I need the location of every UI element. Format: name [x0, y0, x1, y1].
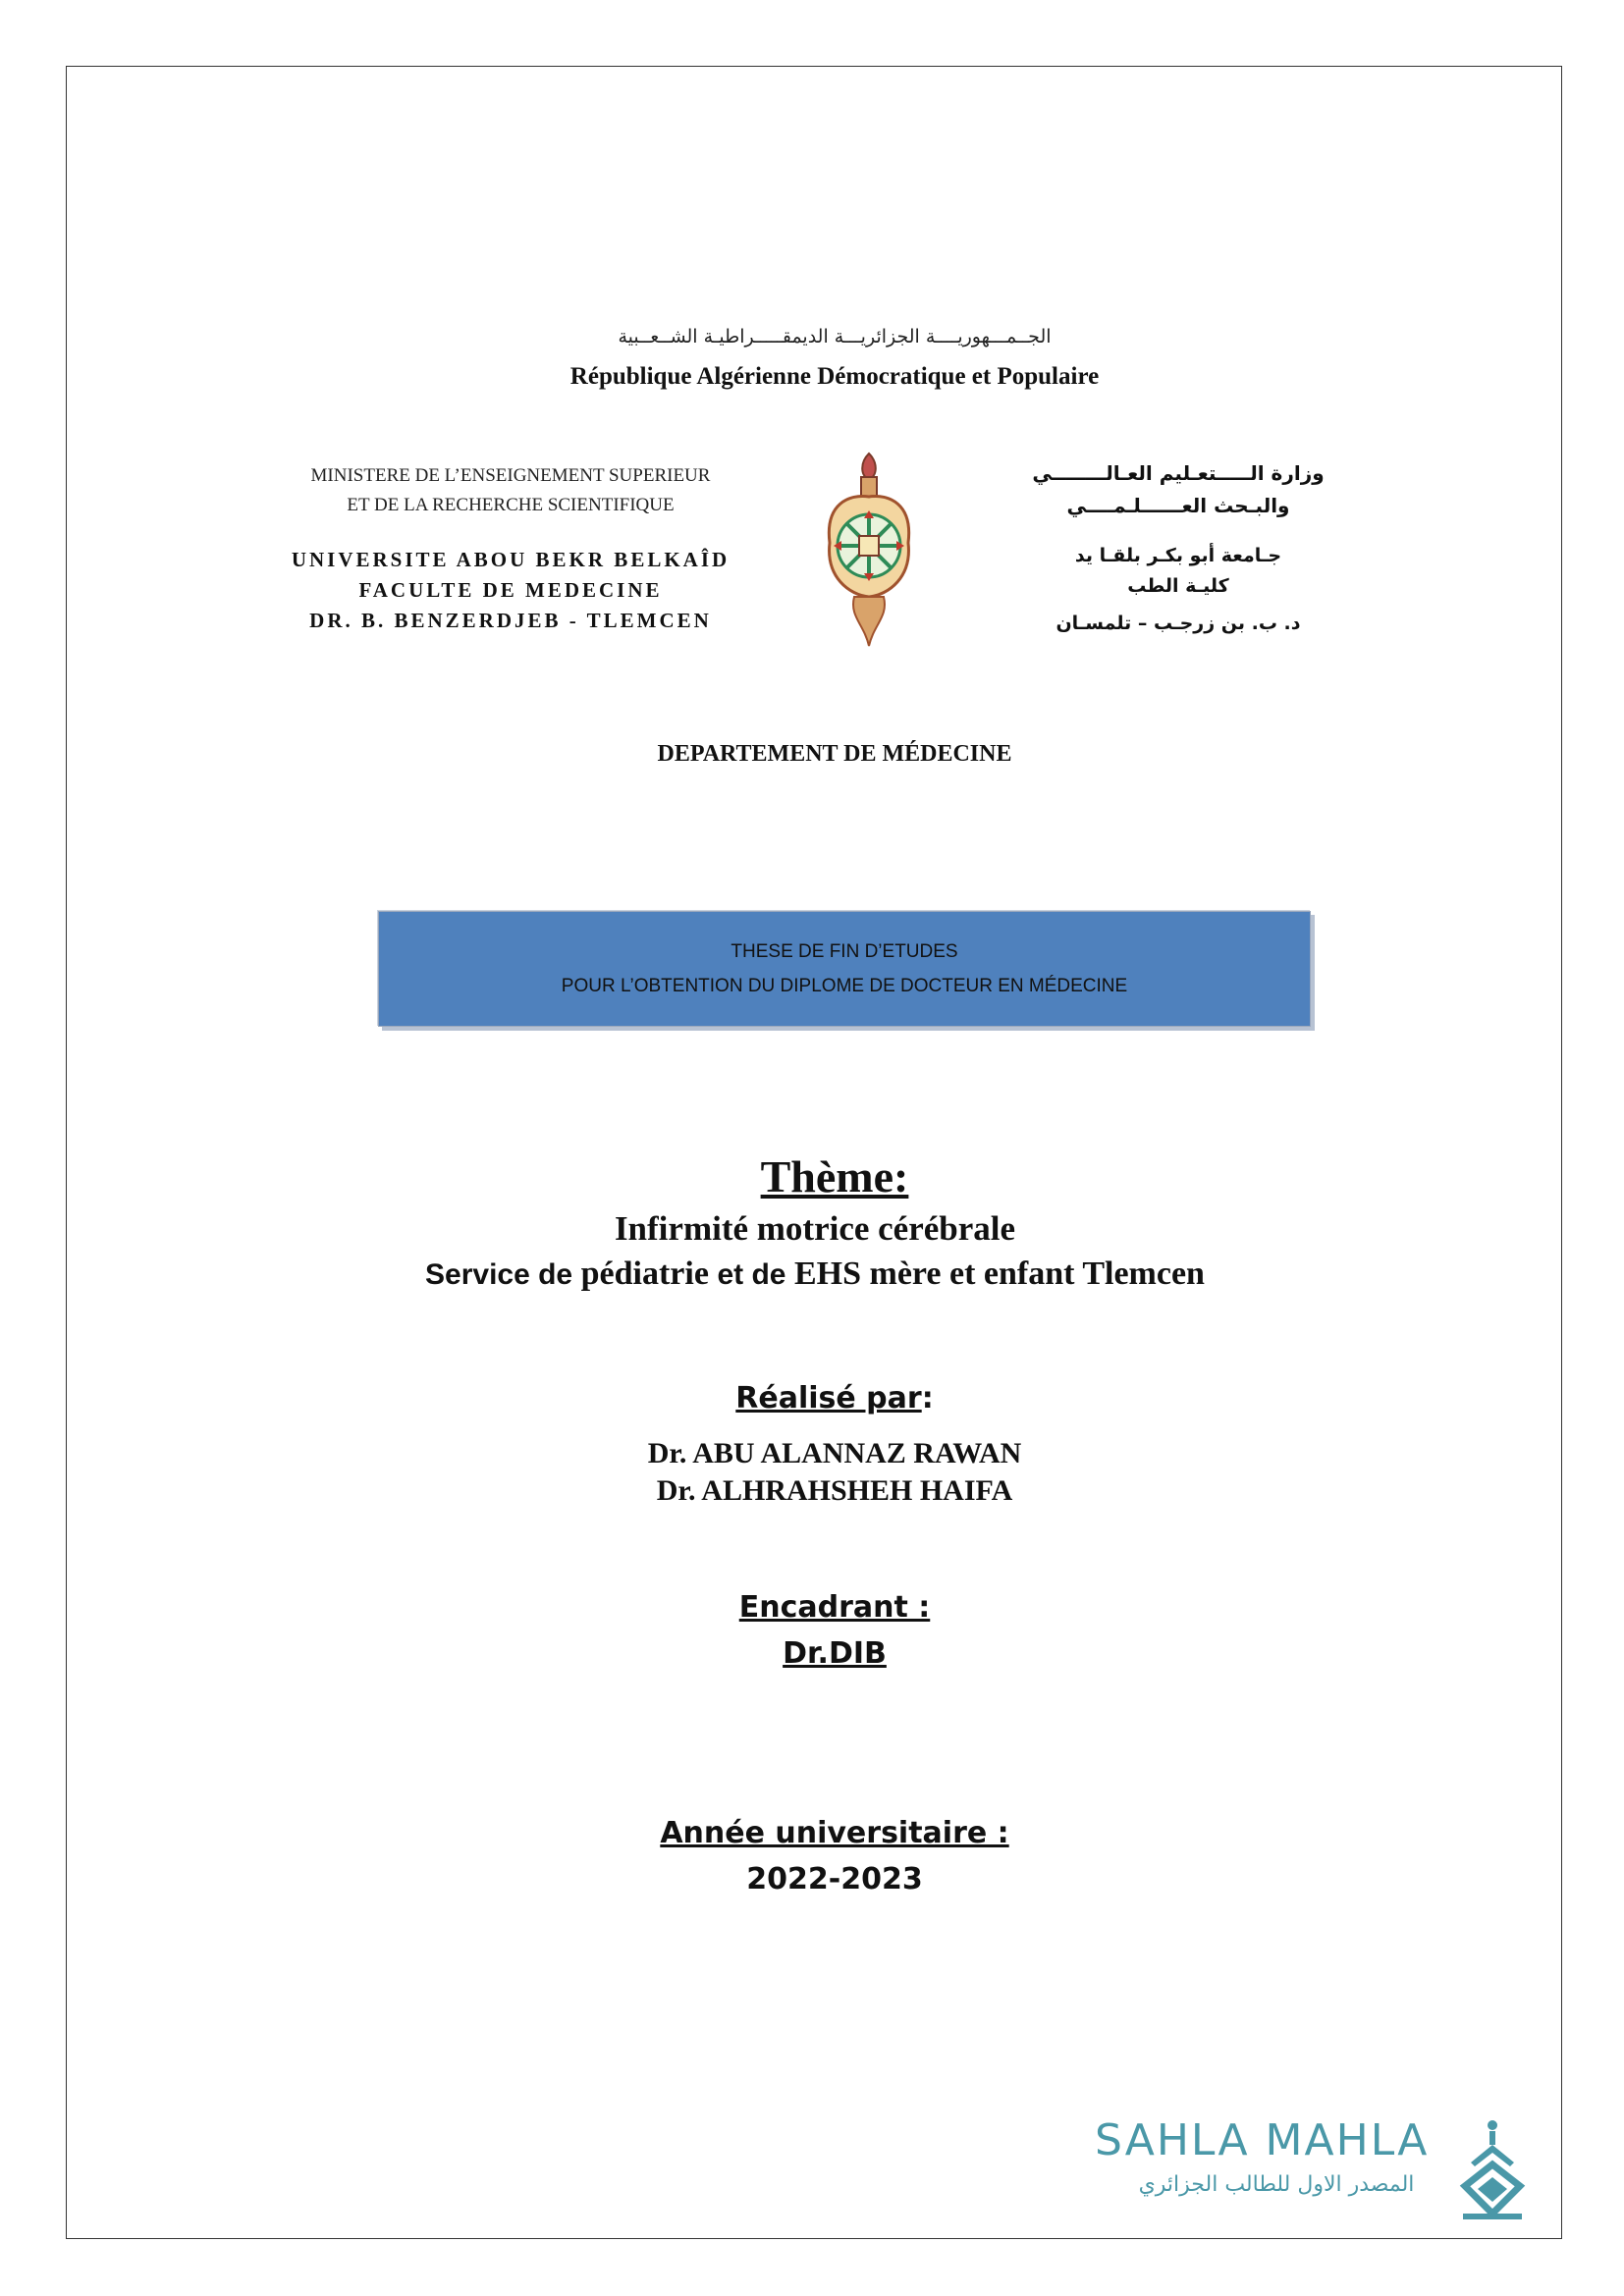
annee-heading	[393, 1816, 1276, 1850]
realise-par-heading	[393, 1381, 1276, 1415]
author-1: Dr. ABU ALANNAZ RAWAN	[647, 1437, 1022, 1469]
service-and: et de	[717, 1258, 786, 1291]
author-2: Dr. ALHRAHSHEH HAIFA	[656, 1474, 1013, 1507]
arabic-city-line: د. ب. بن زرجـب – تلمسـان	[1056, 613, 1301, 634]
encadrant-name-line	[393, 1636, 1276, 1671]
university-block	[255, 545, 766, 636]
theme-label: Thème:	[760, 1151, 909, 1201]
arabic-ministry-line-2: والبـحث العــــــلـمــــي	[1066, 494, 1290, 517]
thesis-banner	[378, 911, 1311, 1027]
arabic-ministry-line-1: وزارة الـــــتعـليم العـالــــــــي	[1032, 461, 1325, 485]
thesis-service	[245, 1255, 1384, 1293]
annee-label: Année universitaire :	[660, 1816, 1009, 1850]
department-title: DEPARTEMENT DE MÉDECINE	[657, 741, 1012, 767]
university-emblem-icon	[810, 450, 928, 656]
realise-par-label: Réalisé par	[735, 1381, 922, 1415]
encadrant-name: Dr.DIB	[783, 1636, 887, 1671]
encadrant-heading	[393, 1590, 1276, 1625]
arabic-faculty-line: كليـة الطب	[1127, 575, 1229, 597]
encadrant-label: Encadrant :	[738, 1590, 931, 1625]
ministry-line-1: MINISTERE DE L’ENSEIGNEMENT SUPERIEUR	[310, 465, 711, 486]
faculty-city: DR. B. BENZERDJEB - TLEMCEN	[309, 609, 712, 632]
authors-block	[393, 1435, 1276, 1510]
thesis-line-2: POUR L’OBTENTION DU DIPLOME DE DOCTEUR EN MÉDECINE	[561, 976, 1128, 996]
watermark-title: SAHLA MAHLA	[1095, 2115, 1430, 2165]
arabic-republic-title: الجــمـــهوريــــة الجزائريـــة الديمقـــــراطيـة الشــعــبية	[618, 326, 1052, 347]
thesis-subject: Infirmité motrice cérébrale	[614, 1209, 1016, 1248]
watermark-subtitle: المصدر الاول للطالب الجزائري	[1138, 2172, 1415, 2197]
service-rest: EHS mère et enfant Tlemcen	[793, 1255, 1205, 1292]
university-name: UNIVERSITE ABOU BEKR BELKAÎD	[291, 548, 731, 571]
faculty-name: FACULTE DE MEDECINE	[358, 578, 663, 602]
ministry-line-2: ET DE LA RECHERCHE SCIENTIFIQUE	[347, 495, 675, 515]
sahla-mahla-logo-icon	[1453, 2115, 1532, 2228]
sahla-mahla-watermark	[1095, 2115, 1546, 2228]
republic-title: République Algérienne Démocratique et Populaire	[569, 363, 1100, 390]
thesis-line-1: THESE DE FIN D’ETUDES	[731, 941, 958, 962]
ministry-block	[255, 461, 766, 520]
service-pediatrie: pédiatrie	[580, 1255, 709, 1292]
service-prefix: Service de	[425, 1258, 573, 1291]
arabic-university-line: جـامعة أبو بكـر بلقـا يد	[1074, 545, 1282, 566]
realise-par-colon: :	[921, 1381, 934, 1415]
annee-value: 2022-2023	[746, 1862, 923, 1896]
